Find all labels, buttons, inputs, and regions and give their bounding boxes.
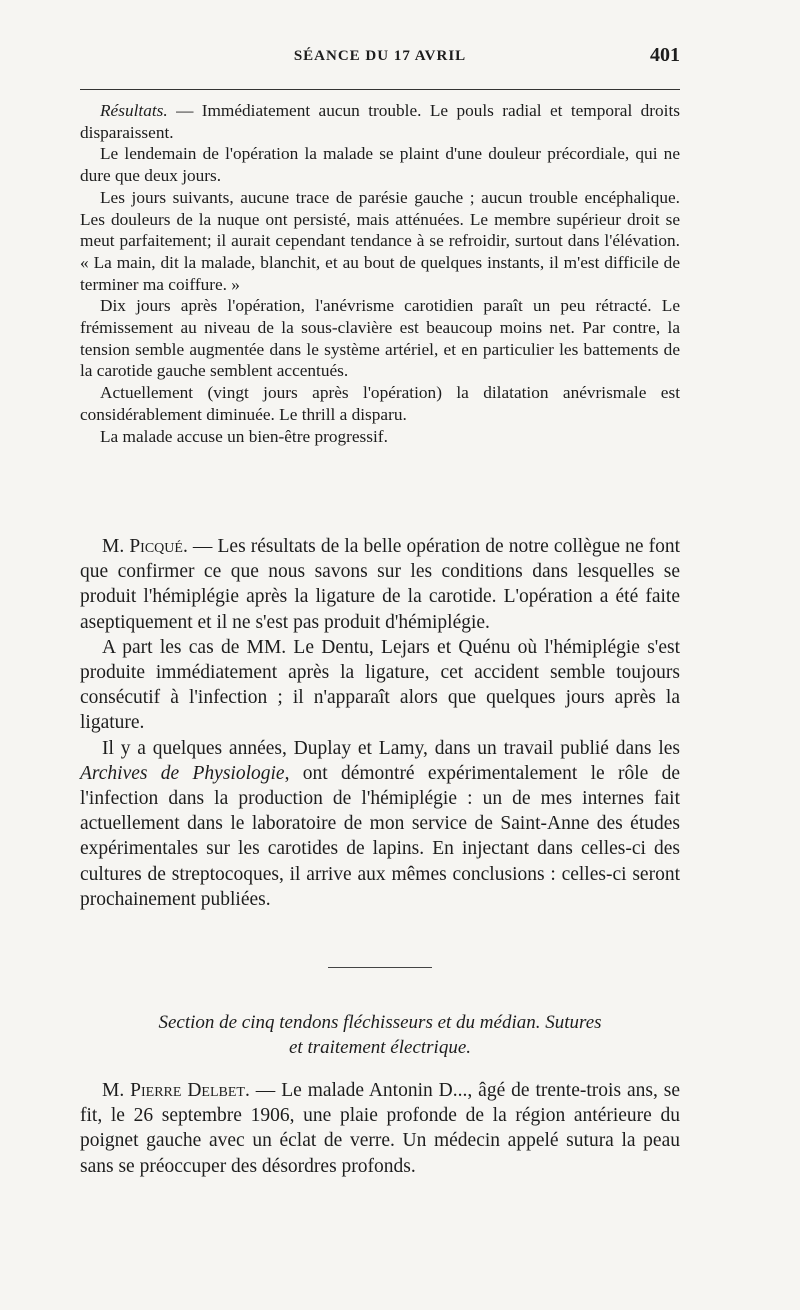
results-text-1: — Immédiatement aucun trouble. Le pouls radial et temporal droits disparaissent. (80, 101, 680, 142)
results-paragraph-4: Dix jours après l'opération, l'anévrisme carotidien paraît un peu rétracté. Le frémissement au niveau de la sous-clavière est beaucoup moins net. Par contre, la tension semble augmentée dans le système artériel, et en particulier les battements de la carotide gauche semblent accentués. (80, 296, 680, 381)
running-head: SÉANCE DU 17 AVRIL (293, 48, 467, 64)
picque-paragraph-3 (80, 736, 680, 912)
section-title-line-1: Section de cinq tendons fléchisseurs et du médian. Sutures (158, 1012, 602, 1033)
header-rule (80, 89, 680, 90)
results-label: Résultats. (100, 101, 168, 120)
speaker-name: Pierre Delbet (130, 1080, 245, 1101)
section-title (80, 1010, 680, 1060)
journal-title: Archives de Physiologie (80, 762, 285, 784)
delbet-text-1: . — Le malade Antonin D..., âgé de trente-trois ans, se fit, le 26 septembre 1906, une plaie profonde de la région antérieure du poignet gauche avec un éclat de verre. Un médecin appelé sutura la peau sans se préoccuper des désordres profonds. (80, 1080, 680, 1177)
speaker-prefix: M. (102, 1080, 131, 1101)
section-divider (328, 967, 432, 968)
picque-text-1: . — Les résultats de la belle opération de notre collègue ne font que confirmer ce que nous savons sur les conditions dans lesquelles se produit l'hémiplégie après la ligature de la carotide. L'opération a été faite aseptiquement et il ne s'est pas produit d'hémiplégie. (80, 536, 680, 633)
picque-block (80, 534, 680, 912)
speaker-prefix: M. (102, 536, 130, 557)
page-number: 401 (650, 44, 680, 66)
delbet-block (80, 1078, 680, 1179)
results-paragraph-3: Les jours suivants, aucune trace de parésie gauche ; aucun trouble encéphalique. Les douleurs de la nuque ont persisté, mais atténuées. Le membre supérieur droit se meut parfaitement; il aurait cependant tendance à se refroidir, surtout dans l'élévation. « La main, dit la malade, blanchit, et au bout de quelques instants, il m'est difficile de terminer ma coiffure. » (80, 187, 680, 294)
delbet-paragraph-1 (80, 1078, 680, 1179)
picque-text-3a: Il y a quelques années, Duplay et Lamy, dans un travail publié dans les (102, 737, 680, 759)
picque-text-3b: , ont démontré expérimentalement le rôle de l'infection dans la production de l'hémiplégie : un de mes internes fait actuellement dans le laboratoire de mon service de Saint-Anne des études expérimentales sur les carotides de lapins. En injectant dans celles-ci des cultures de streptocoques, il arrive aux mêmes conclusions : celles-ci seront prochainement publiées. (80, 762, 680, 910)
results-paragraph-2: Le lendemain de l'opération la malade se plaint d'une douleur précordiale, qui ne dure que deux jours. (80, 144, 680, 186)
picque-paragraph-1 (80, 534, 680, 635)
section-title-line-2: et traitement électrique. (288, 1037, 472, 1058)
speaker-name: Picqué (129, 536, 183, 557)
results-paragraph-1 (80, 100, 680, 143)
results-paragraph-6: La malade accuse un bien-être progressif. (100, 426, 388, 446)
results-block (80, 100, 680, 447)
page-header (80, 44, 680, 74)
results-paragraph-5: Actuellement (vingt jours après l'opération) la dilatation anévrismale est considérablement diminuée. Le thrill a disparu. (80, 383, 680, 424)
picque-paragraph-2: A part les cas de MM. Le Dentu, Lejars et Quénu où l'hémiplégie s'est produite immédiatement après la ligature, cet accident semble toujours consécutif à l'infection ; il n'apparaît alors que quelques jours après la ligature. (80, 636, 680, 734)
